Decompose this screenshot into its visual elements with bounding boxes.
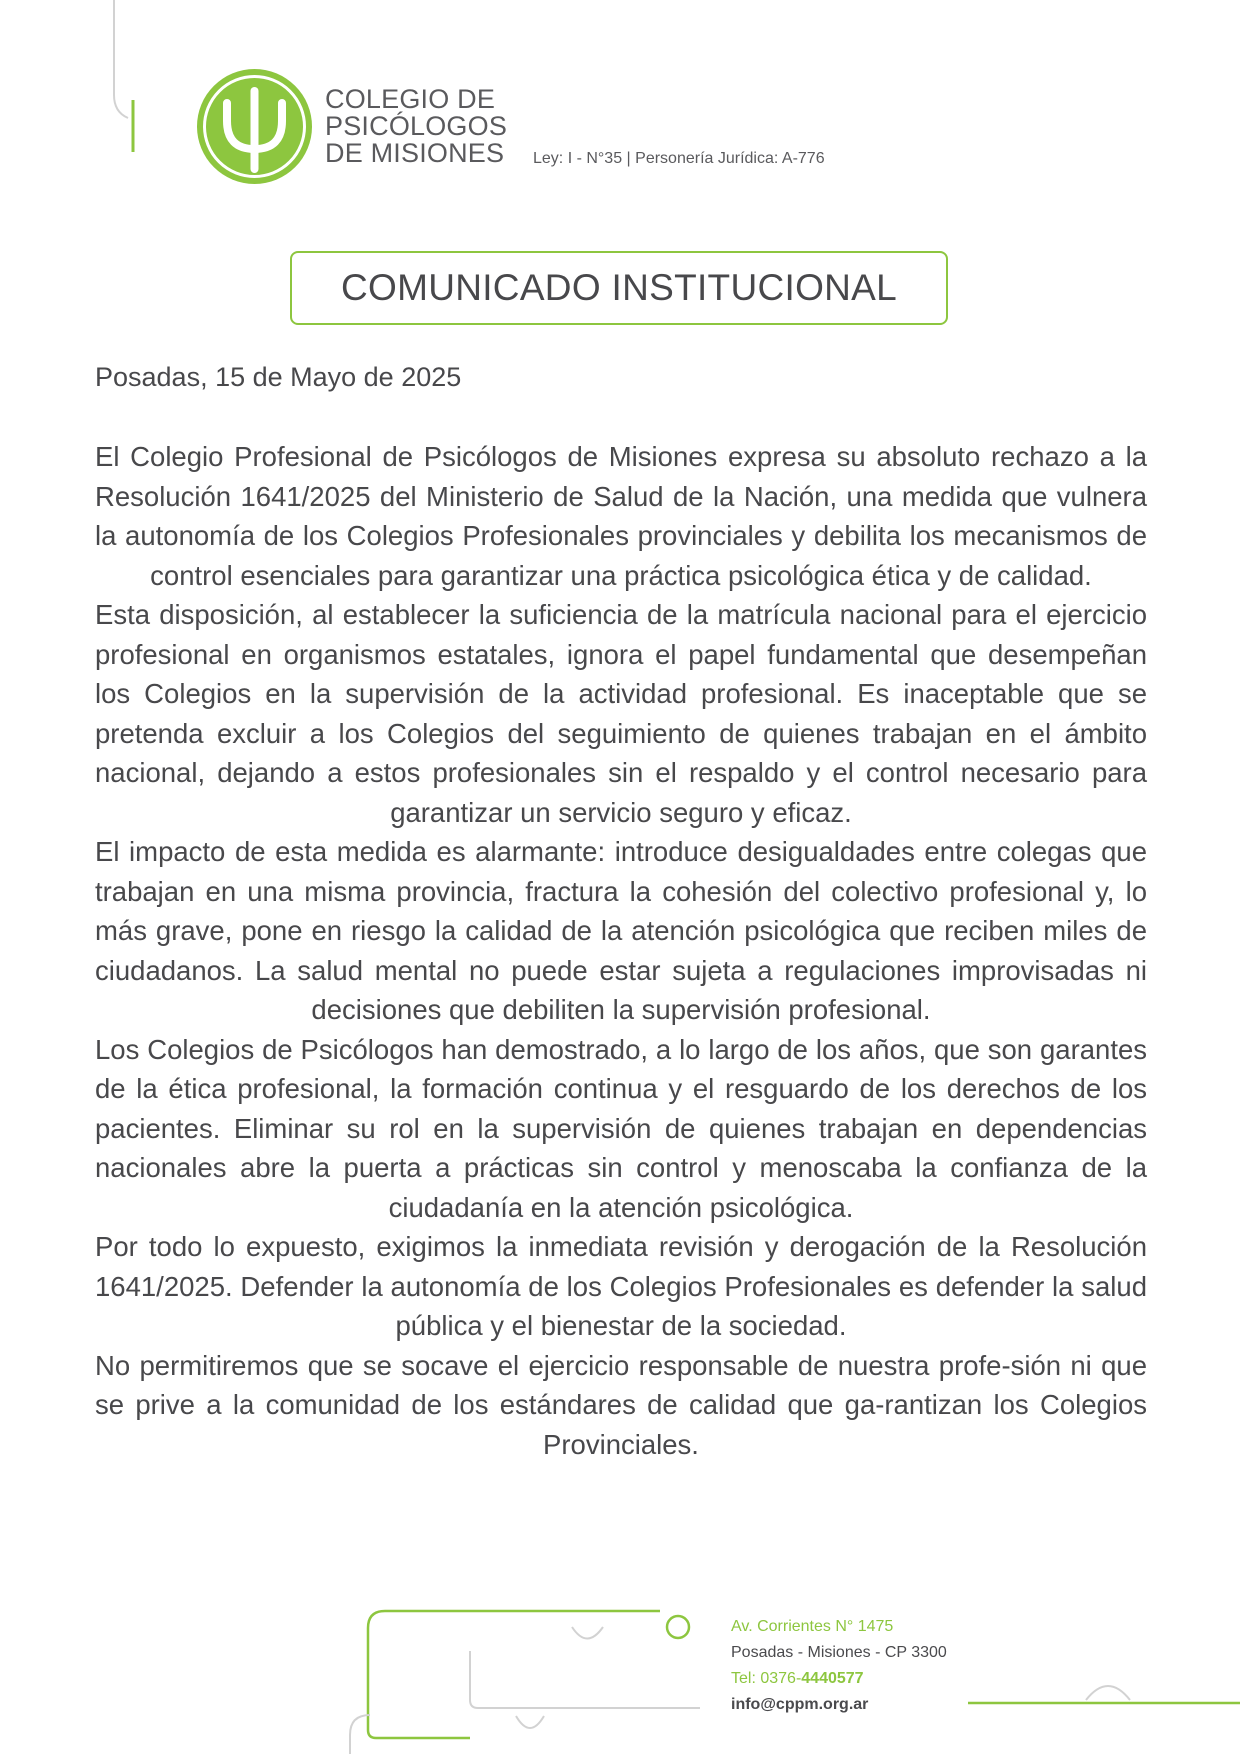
footer-phone	[731, 1666, 947, 1692]
paragraph: Esta disposición, al establecer la suficiencia de la matrícula nacional para el ejercicio profesional en organismos estatales, ignora el papel fundamental que desempeñan los Colegios en la supervisión de la actividad profesional. Es inaceptable que se pretenda excluir a los Colegios del seguimiento de quienes trabajan en el ámbito nacional, dejando a estos profesionales sin el respaldo y el control necesario para garantizar un servicio seguro y eficaz.	[95, 599, 1147, 828]
paragraph: Por todo lo expuesto, exigimos la inmediata revisión y derogación de la Resolución 1641/2025. Defender la autonomía de los Colegios Profesionales es defender la salud pública y el bienestar de la sociedad.	[95, 1231, 1147, 1341]
logo-line: PSICÓLOGOS	[325, 111, 508, 141]
phone-number: 4440577	[801, 1670, 864, 1687]
legal-info: Ley: I - N°35 | Personería Jurídica: A-776	[533, 150, 825, 167]
document-title	[290, 251, 948, 325]
psi-logo-icon	[197, 69, 312, 184]
organization-name	[325, 86, 507, 167]
footer-email[interactable]: info@cppm.org.ar	[731, 1696, 869, 1713]
footer-city: Posadas - Misiones - CP 3300	[731, 1644, 947, 1661]
contact-footer	[731, 1614, 947, 1718]
document-title-text: COMUNICADO INSTITUCIONAL	[340, 267, 898, 308]
paragraph: El Colegio Profesional de Psicólogos de Misiones expresa su absoluto rechazo a la Resolución 1641/2025 del Ministerio de Salud de la Nación, una medida que vulnera la autonomía de los Colegios Profesionales provinciales y debilita los mecanismos de control esenciales para garantizar una práctica psicológica ética y de calidad.	[95, 441, 1147, 591]
logo-line: DE MISIONES	[325, 138, 505, 168]
paragraph: El impacto de esta medida es alarmante: introduce desigualdades entre colegas que trabajan en una misma provincia, fractura la cohesión del colectivo profesional y, lo más grave, pone en riesgo la calidad de la atención psicológica que reciben miles de ciudadanos. La salud mental no puede estar sujeta a regulaciones improvisadas ni decisiones que debiliten la supervisión profesional.	[95, 836, 1147, 1025]
logo-line: COLEGIO DE	[325, 84, 496, 114]
document-body	[95, 437, 1147, 1464]
footer-address: Av. Corrientes N° 1475	[731, 1618, 894, 1635]
paragraph: Los Colegios de Psicólogos han demostrado, a lo largo de los años, que son garantes de la ética profesional, la formación continua y el resguardo de los derechos de los pacientes. Eliminar su rol en la supervisión de quienes trabajan en dependencias nacionales abre la puerta a prácticas sin control y menoscaba la confianza de la ciudadanía en la atención psicológica.	[95, 1033, 1147, 1223]
phone-prefix: Tel: 0376-	[731, 1670, 802, 1687]
paragraph: No permitiremos que se socave el ejercicio responsable de nuestra profe-sión ni que se prive a la comunidad de los estándares de calidad que ga-rantizan los Colegios Provinciales.	[95, 1349, 1147, 1460]
date-line: Posadas, 15 de Mayo de 2025	[95, 362, 462, 392]
